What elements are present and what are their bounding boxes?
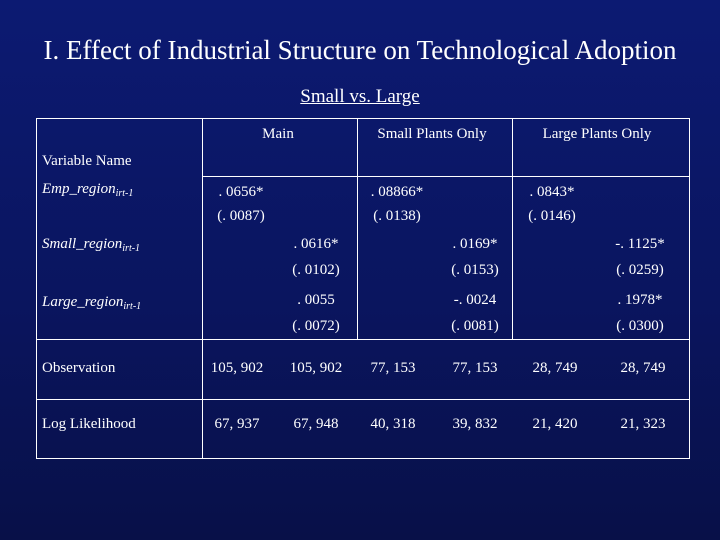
table-divider xyxy=(512,118,513,339)
row-label-large-region xyxy=(42,292,141,314)
ll-col4: 39, 832 xyxy=(452,416,498,432)
se-small-col2: (. 0102) xyxy=(292,262,340,278)
header-variable-name: Variable Name xyxy=(42,153,132,169)
coef-large-col6: . 1978* xyxy=(617,292,663,308)
row-label-main: Emp_region xyxy=(42,181,116,197)
coef-small-col2: . 0616* xyxy=(293,236,339,252)
row-label-small-region xyxy=(42,234,140,256)
coef-large-col2: . 0055 xyxy=(297,292,335,308)
header-main: Main xyxy=(262,126,294,142)
se-emp-col3: (. 0138) xyxy=(373,208,421,224)
ll-col5: 21, 420 xyxy=(532,416,578,432)
se-small-col6: (. 0259) xyxy=(616,262,664,278)
obs-col6: 28, 749 xyxy=(620,360,666,376)
table-divider xyxy=(202,176,690,177)
coef-emp-col5: . 0843* xyxy=(529,184,575,200)
coef-emp-col1: . 0656* xyxy=(218,184,264,200)
ll-col3: 40, 318 xyxy=(370,416,416,432)
coef-large-col4: -. 0024 xyxy=(453,292,497,308)
header-small-plants: Small Plants Only xyxy=(377,126,487,142)
header-large-plants: Large Plants Only xyxy=(542,126,652,142)
ll-col2: 67, 948 xyxy=(293,416,339,432)
se-large-col6: (. 0300) xyxy=(616,318,664,334)
se-large-col4: (. 0081) xyxy=(451,318,499,334)
obs-col3: 77, 153 xyxy=(370,360,416,376)
ll-col1: 67, 937 xyxy=(214,416,260,432)
obs-col1: 105, 902 xyxy=(210,360,264,376)
coef-small-col6: -. 1125* xyxy=(615,236,665,252)
row-label-subscript: irt-1 xyxy=(115,188,134,199)
se-small-col4: (. 0153) xyxy=(451,262,499,278)
row-label-log-likelihood: Log Likelihood xyxy=(42,416,136,432)
table-divider xyxy=(202,118,203,459)
row-label-subscript: irt-1 xyxy=(122,243,141,254)
coef-emp-col3: . 08866* xyxy=(370,184,424,200)
ll-col6: 21, 323 xyxy=(620,416,666,432)
table-divider xyxy=(36,339,690,340)
table-divider xyxy=(357,118,358,339)
table-divider xyxy=(36,399,690,400)
se-emp-col5: (. 0146) xyxy=(528,208,576,224)
se-large-col2: (. 0072) xyxy=(292,318,340,334)
obs-col4: 77, 153 xyxy=(452,360,498,376)
row-label-main: Small_region xyxy=(42,236,123,252)
slide-subtitle: Small vs. Large xyxy=(300,86,420,107)
coef-small-col4: . 0169* xyxy=(452,236,498,252)
row-label-emp-region xyxy=(42,179,133,201)
obs-col5: 28, 749 xyxy=(532,360,578,376)
row-label-subscript: irt-1 xyxy=(123,301,142,312)
regression-table xyxy=(36,118,690,459)
se-emp-col1: (. 0087) xyxy=(217,208,265,224)
obs-col2: 105, 902 xyxy=(289,360,343,376)
row-label-observation: Observation xyxy=(42,360,116,376)
slide-title: I. Effect of Industrial Structure on Technological Adoption xyxy=(43,35,677,65)
row-label-main: Large_region xyxy=(42,294,124,310)
